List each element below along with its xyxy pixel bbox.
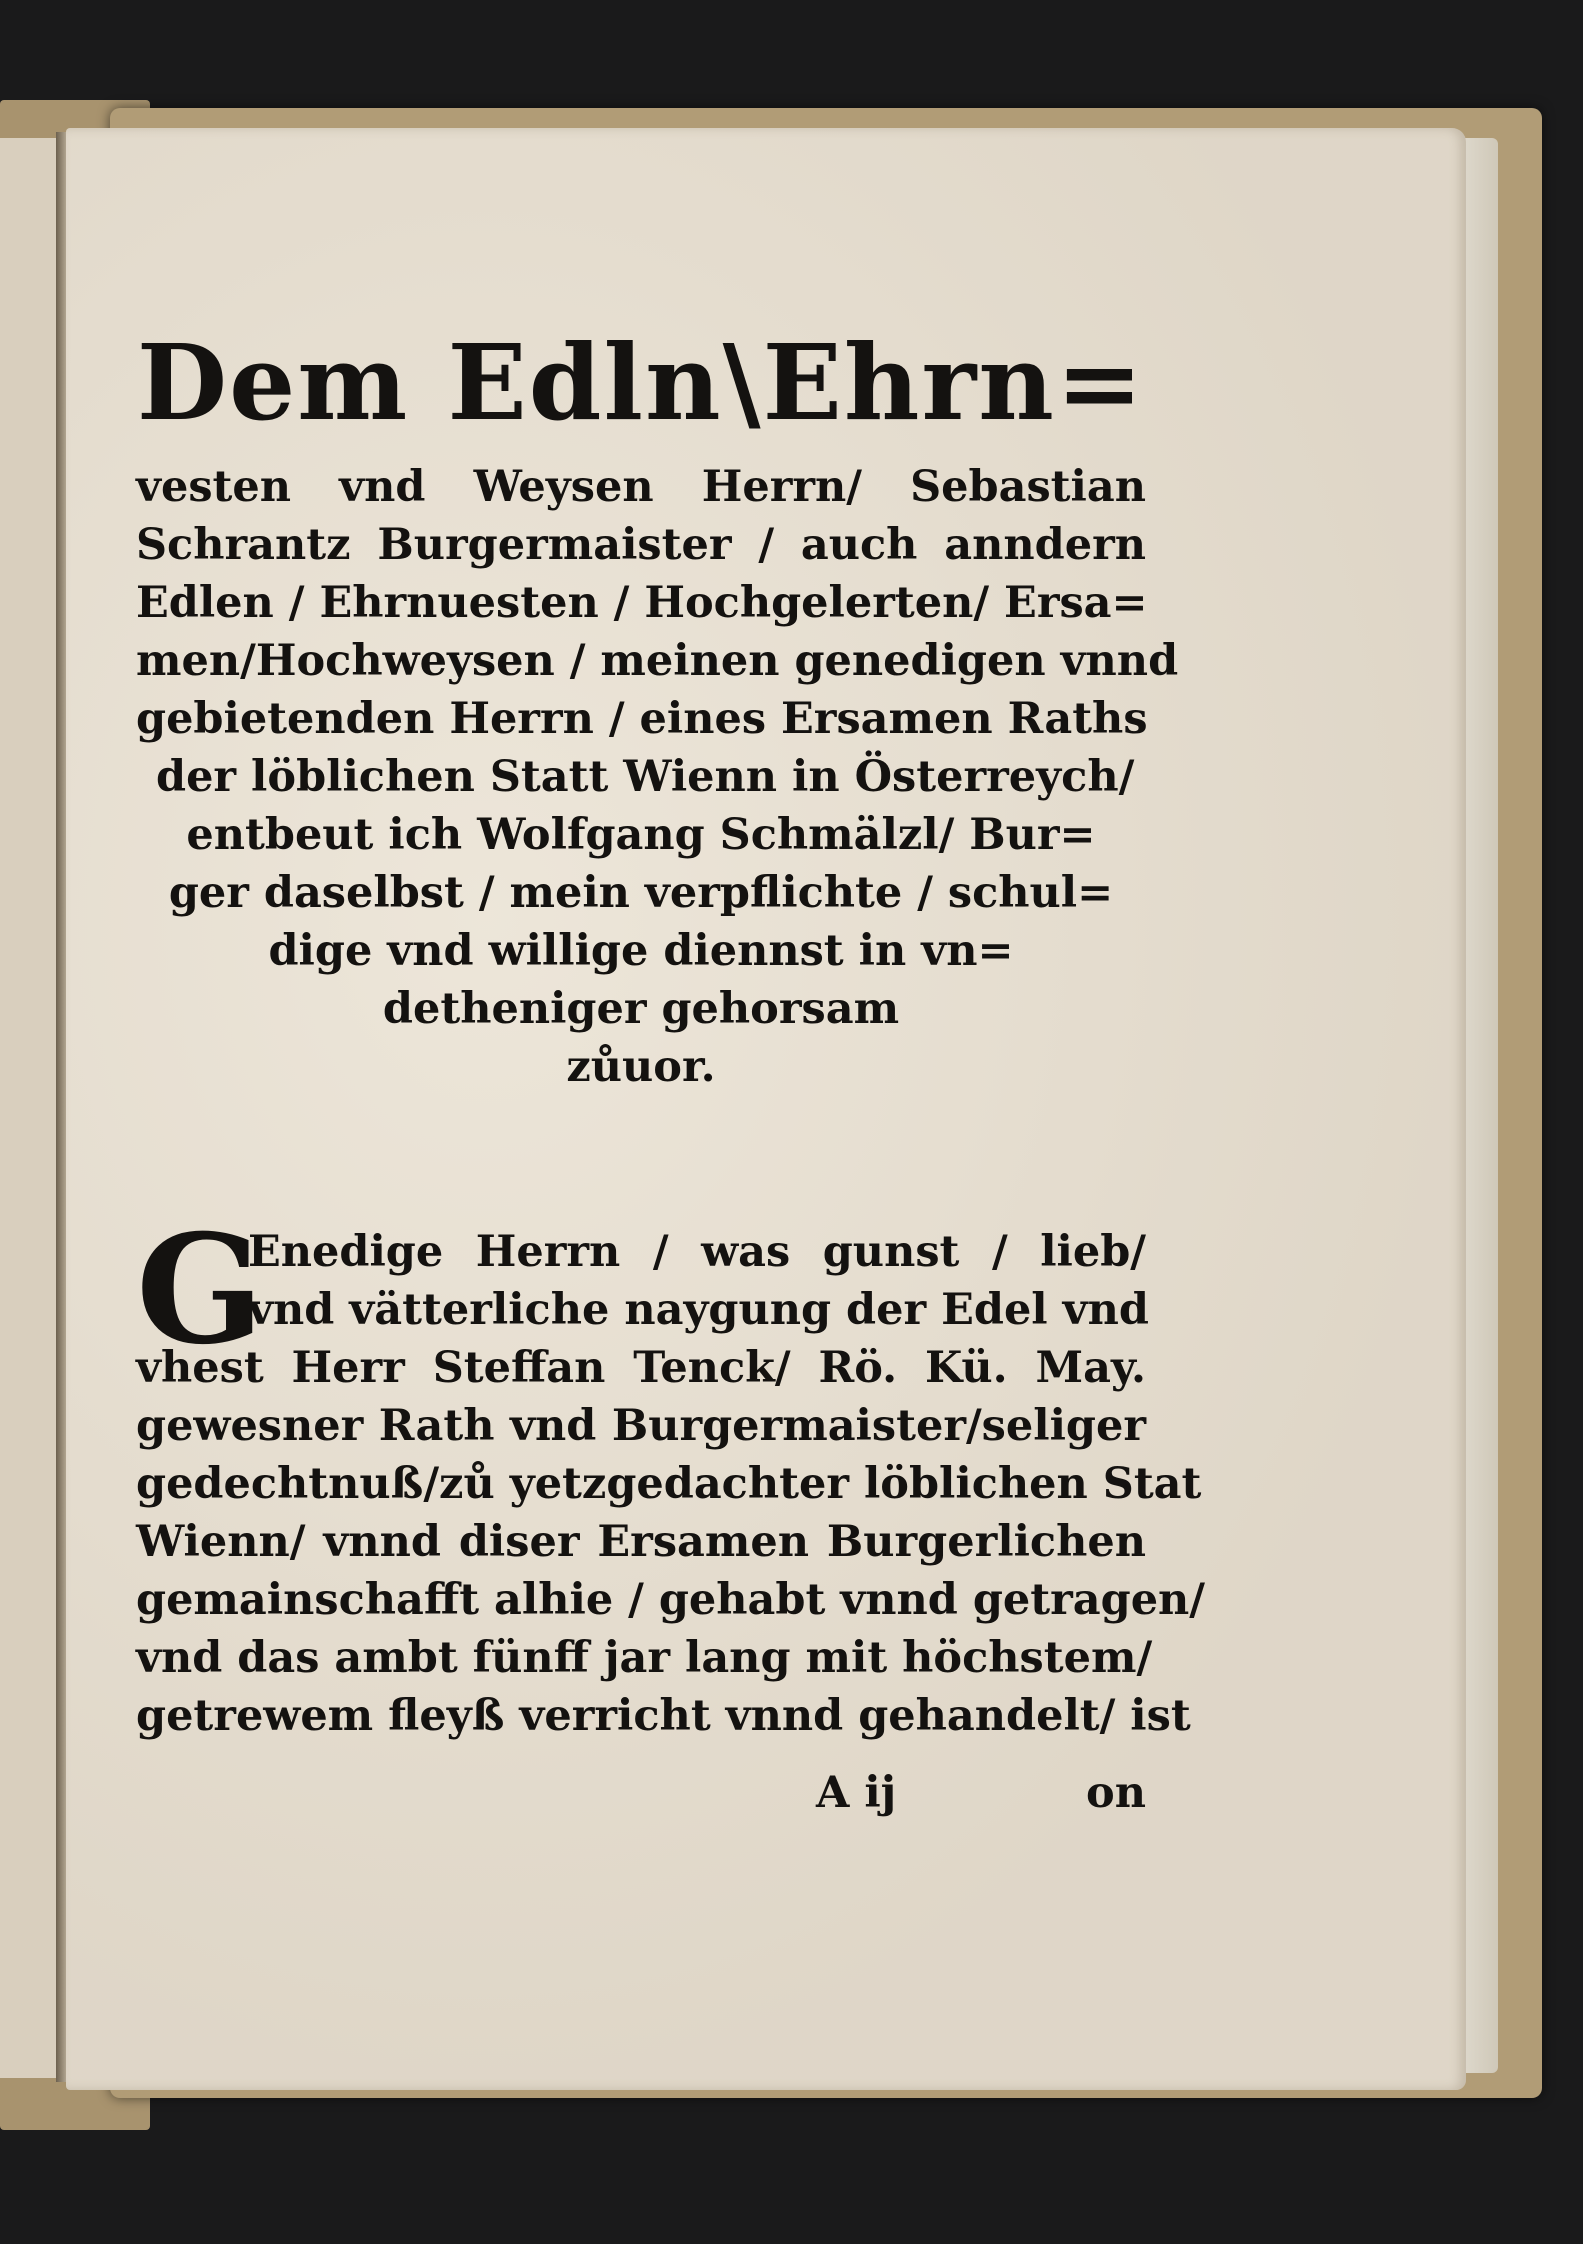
dedication-line: gebietenden Herrn / eines Ersamen Raths (136, 694, 1148, 744)
body-line: gemainschafft alhie / gehabt vnnd getragen/ (136, 1575, 1206, 1625)
dedication-line: Schrantz Burgermaister / auch anndern (136, 520, 1146, 570)
left-page-edge (0, 138, 63, 2078)
drop-initial: G (136, 1202, 265, 1378)
body-line: Wienn/ vnnd diser Ersamen Burgerlichen (136, 1517, 1146, 1567)
dedication-line: dige vnd willige diennst in vn= (268, 926, 1014, 976)
dedication-line: vesten vnd Weysen Herrn/ Sebastian (136, 462, 1146, 512)
body-line: Enedige Herrn / was gunst / lieb/ (248, 1227, 1146, 1277)
body-text-block (136, 1202, 1206, 1745)
body-line: gewesner Rath vnd Burgermaister/seliger (136, 1401, 1146, 1451)
dedication-line: Edlen / Ehrnuesten / Hochgelerten/ Ersa= (136, 578, 1148, 628)
signature-mark: A ij (816, 1768, 897, 1818)
page-footer (816, 1768, 1146, 1818)
body-line: getrewem fleyß verricht vnnd gehandelt/ ist (136, 1691, 1191, 1741)
body-line: gedechtnuß/zů yetzgedachter löblichen Stat (136, 1459, 1202, 1509)
dedication-line: ger daselbst / mein verpflichte / schul= (168, 868, 1114, 918)
body-line: vhest Herr Steffan Tenck/ Rö. Kü. May. (136, 1343, 1146, 1393)
dedication-line: entbeut ich Wolfgang Schmälzl/ Bur= (186, 810, 1096, 860)
body-line: vnd das ambt fünff jar lang mit höchstem/ (136, 1633, 1153, 1683)
dedication-line: der löblichen Statt Wienn in Österreych/ (156, 752, 1135, 802)
catchword: on (1086, 1768, 1146, 1818)
body-line: vnd vätterliche naygung der Edel vnd (248, 1285, 1149, 1335)
dedication-line: men/Hochweysen / meinen genedigen vnnd (136, 636, 1179, 686)
dedication-line: zůuor. (566, 1042, 716, 1092)
dedication-line: detheniger gehorsam (382, 984, 900, 1034)
dedication-block (136, 308, 1179, 1096)
printed-page (66, 128, 1466, 2090)
page-title: Dem Edln\Ehrn= (136, 321, 1146, 444)
